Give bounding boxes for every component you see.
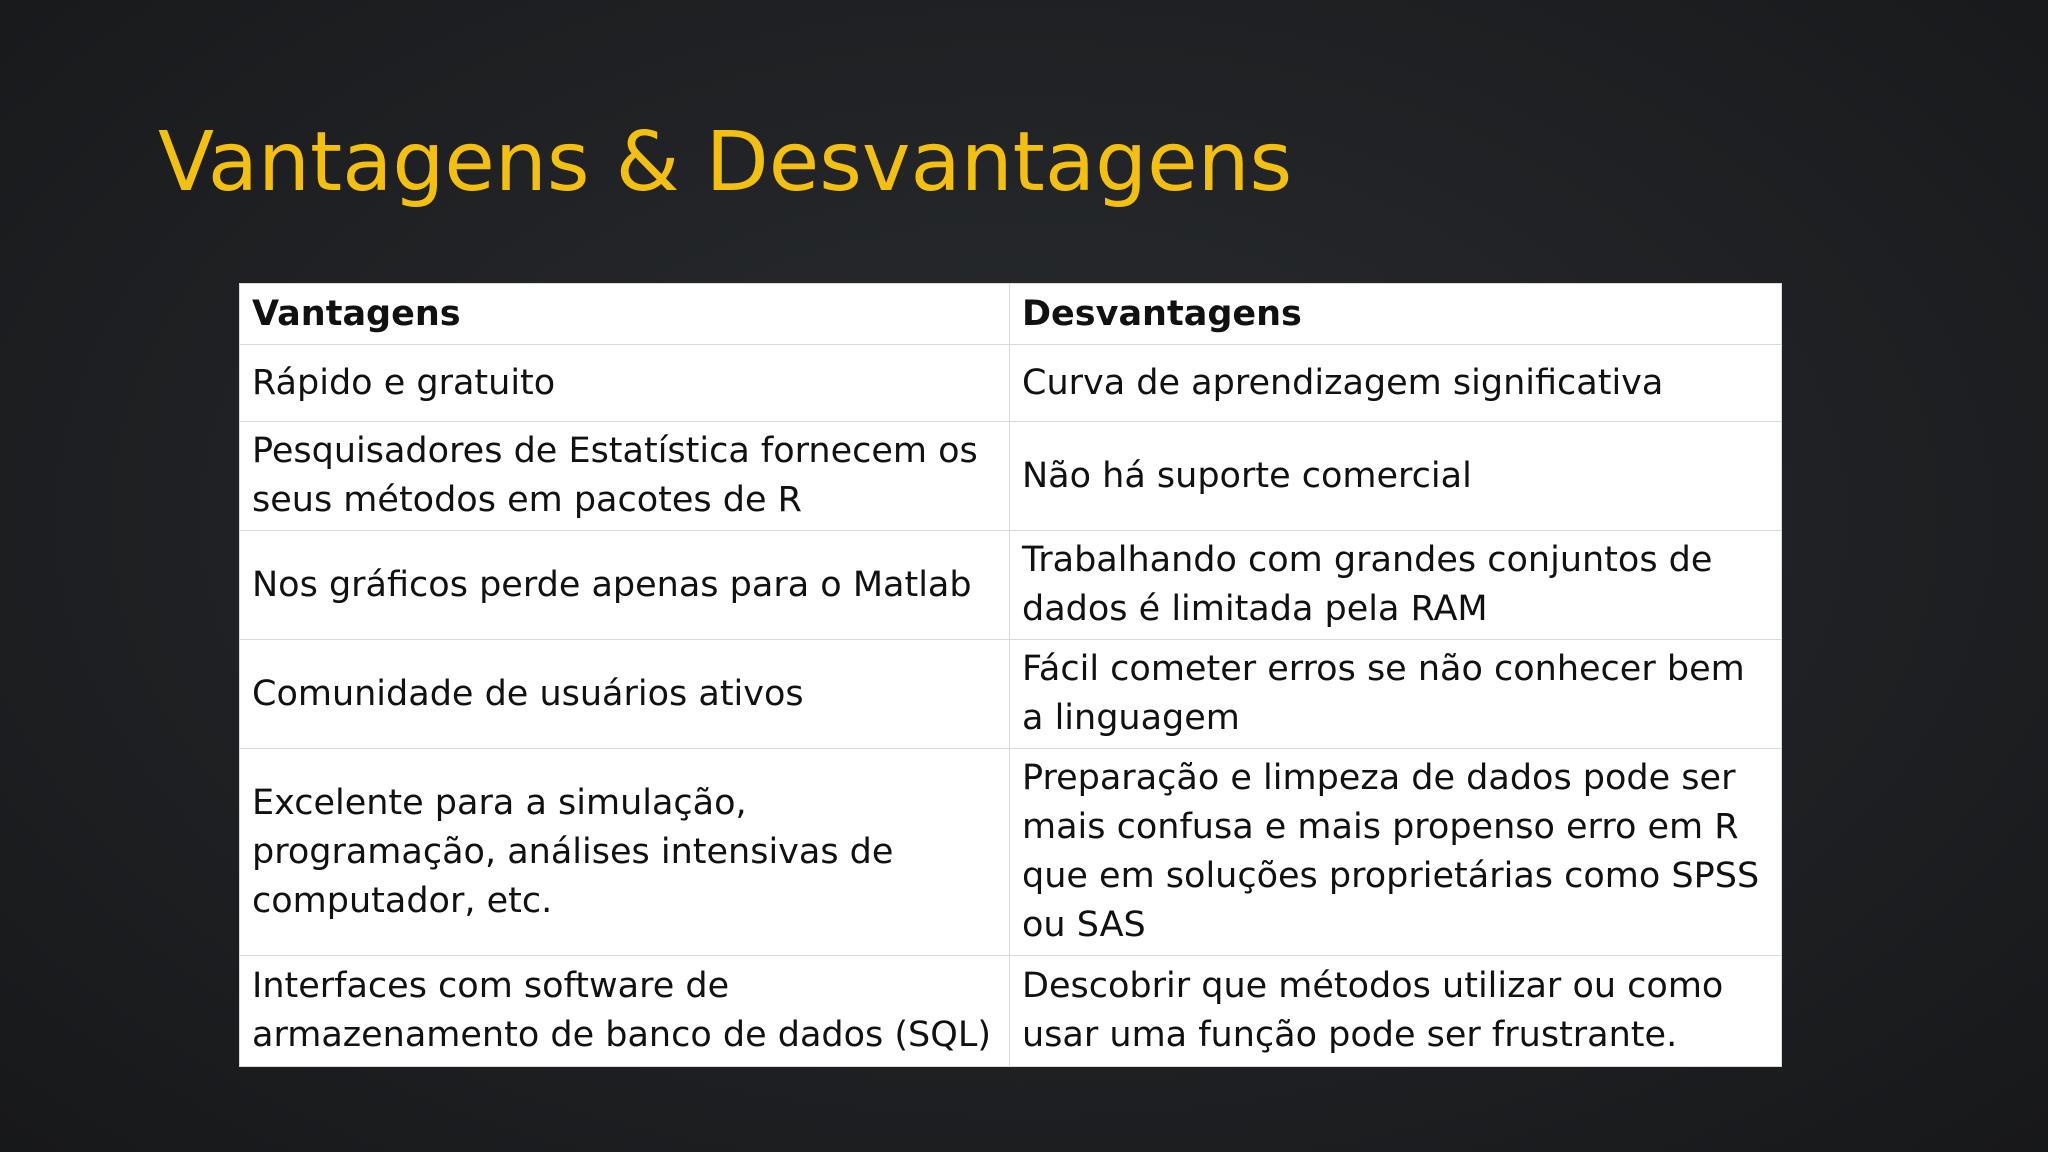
- slide-title: Vantagens & Desvantagens: [158, 115, 1293, 210]
- disadvantage-cell: Preparação e limpeza de dados pode ser mais confusa e mais propenso erro em R que em soluções proprietárias como SPSS ou SAS: [1010, 749, 1782, 956]
- header-disadvantages: Desvantagens: [1010, 284, 1782, 345]
- advantage-cell: Comunidade de usuários ativos: [240, 640, 1010, 749]
- disadvantage-cell: Não há suporte comercial: [1010, 422, 1782, 531]
- table-row: [240, 345, 1782, 422]
- table-row: [240, 531, 1782, 640]
- disadvantage-cell: Trabalhando com grandes conjuntos de dados é limitada pela RAM: [1010, 531, 1782, 640]
- table-header-row: [240, 284, 1782, 345]
- advantage-cell: Nos gráficos perde apenas para o Matlab: [240, 531, 1010, 640]
- table-row: [240, 640, 1782, 749]
- advantage-cell: Interfaces com software de armazenamento de banco de dados (SQL): [240, 956, 1010, 1067]
- advantage-cell: Excelente para a simulação, programação, análises intensivas de computador, etc.: [240, 749, 1010, 956]
- table-row: [240, 956, 1782, 1067]
- disadvantage-cell: Fácil cometer erros se não conhecer bem a linguagem: [1010, 640, 1782, 749]
- comparison-table-container: [239, 283, 1781, 1064]
- comparison-table: [239, 283, 1782, 1067]
- table-row: [240, 749, 1782, 956]
- advantage-cell: Rápido e gratuito: [240, 345, 1010, 422]
- table-row: [240, 422, 1782, 531]
- disadvantage-cell: Descobrir que métodos utilizar ou como usar uma função pode ser frustrante.: [1010, 956, 1782, 1067]
- header-advantages: Vantagens: [240, 284, 1010, 345]
- disadvantage-cell: Curva de aprendizagem significativa: [1010, 345, 1782, 422]
- advantage-cell: Pesquisadores de Estatística fornecem os seus métodos em pacotes de R: [240, 422, 1010, 531]
